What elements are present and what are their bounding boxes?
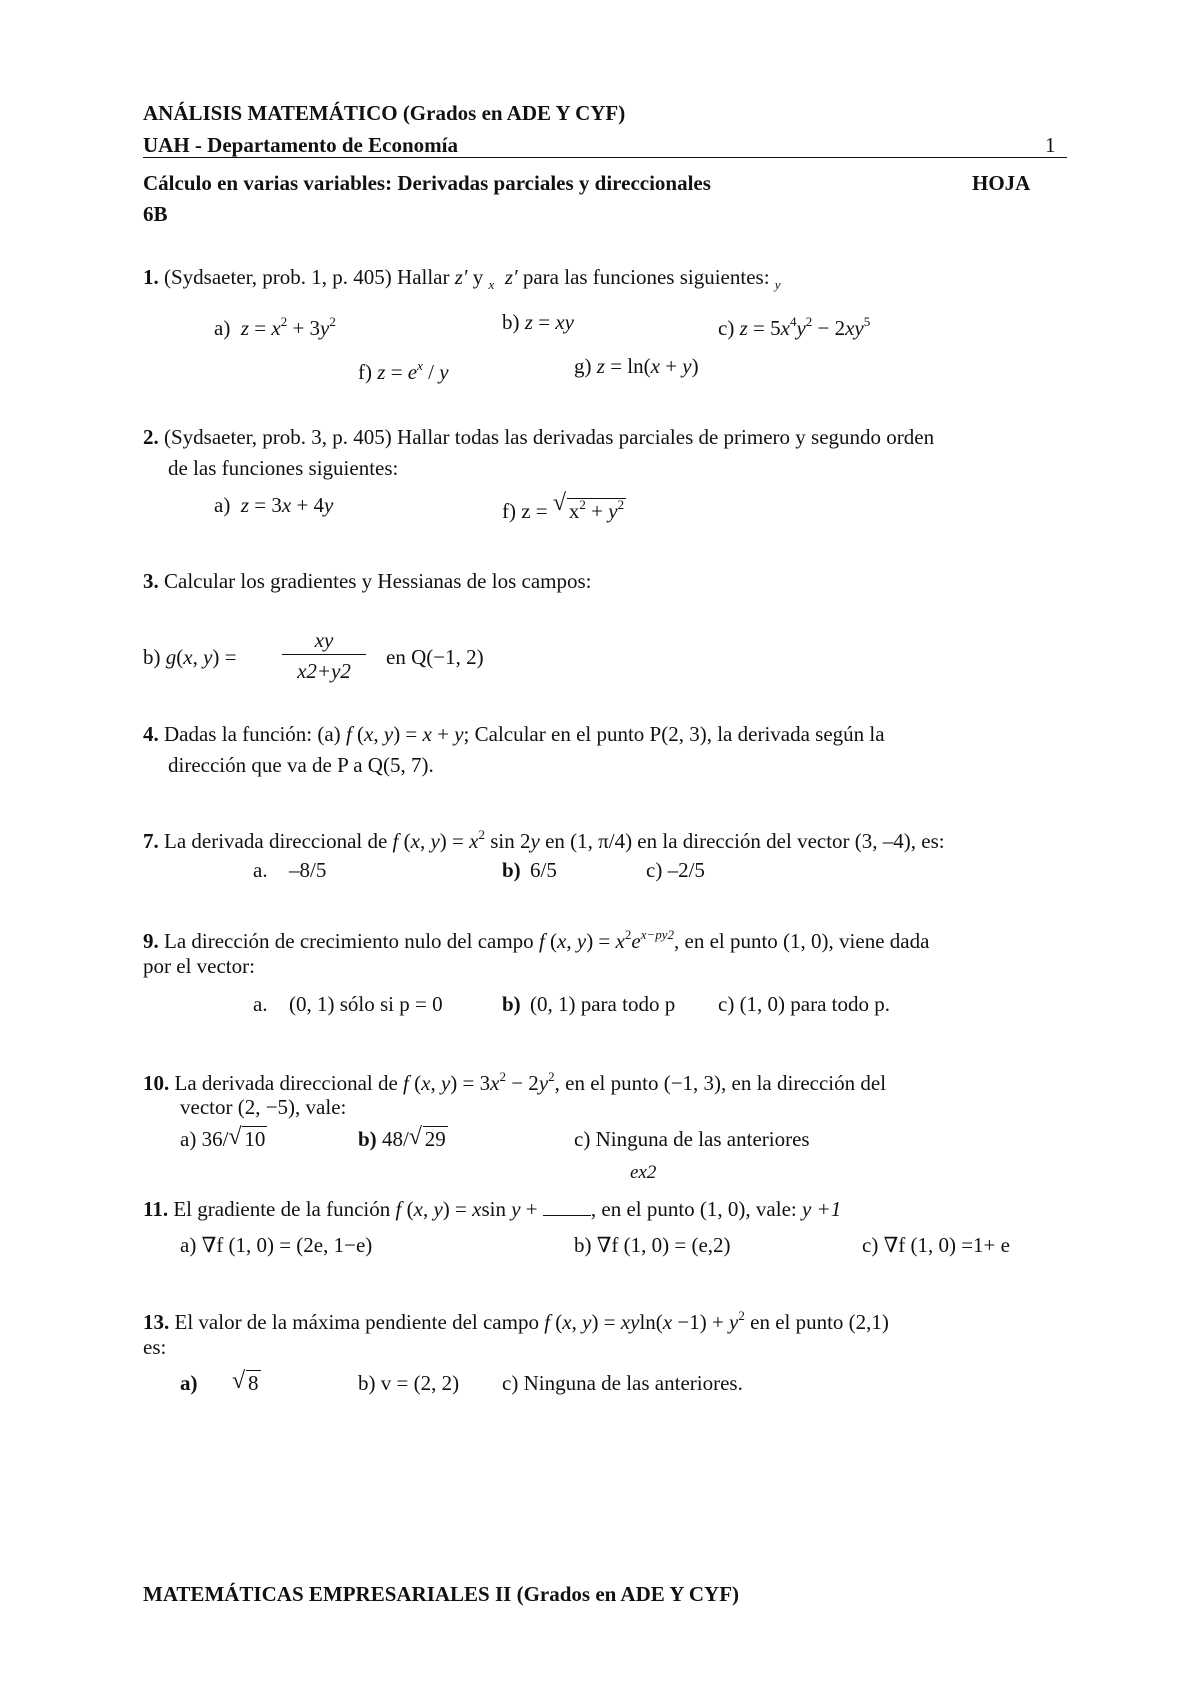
p13-option-a-label: a) (180, 1371, 198, 1395)
p9-option-b: (0, 1) para todo p (530, 992, 676, 1016)
p3-denominator: x2+y2 (297, 659, 351, 683)
problem-4: 4. Dadas la función: (a) f (x, y) = x + y; Calcular en el punto P(2, 3), la derivada según la (143, 722, 885, 746)
p11-option-a: a) ∇f (1, 0) = (2e, 1−e) (180, 1233, 373, 1257)
p3-numerator: xy (314, 628, 334, 652)
p3-fraction-bar (282, 654, 366, 655)
p11-frac-numerator: ex2 (630, 1162, 657, 1183)
p7-option-b-label: b) (502, 858, 521, 882)
p2-item-f: f) z = √ $x^2 + y^2$ (502, 492, 626, 524)
problem-13: 13. El valor de la máxima pendiente del campo f (x, $y) = xyln(x -1) + y^2$ en el punto (2,1) (143, 1308, 889, 1334)
problem-9-line2: por el vector: (143, 954, 255, 978)
p9-option-a-label: a. (253, 992, 268, 1016)
problem-2-line2: de las funciones siguientes: (168, 456, 399, 480)
problem-3: 3. Calcular los gradientes y Hessianas de los campos: (143, 569, 592, 593)
p13-option-c: c) Ninguna de las anteriores. (502, 1371, 743, 1395)
p1-item-f: f) $z = e^x / y$ (358, 358, 449, 384)
p1-item-b: b) z = xy (502, 310, 574, 334)
p3-point: en Q(−1, 2) (386, 645, 484, 669)
p7-option-a-label: a. (253, 858, 268, 882)
p9-option-a: (0, 1) sólo si p = 0 (289, 992, 443, 1016)
problem-11: 11. El gradiente de la función f (x, y) = xsin y + , en el punto (1, 0), vale: y +1 (143, 1197, 842, 1221)
footer-title: MATEMÁTICAS EMPRESARIALES II (Grados en ADE Y CYF) (143, 1582, 740, 1606)
p7-option-b: 6/5 (530, 858, 557, 882)
problem-10: 10. La derivada direccional de f (x, $y) = 3x^2 - 2y^2$, en el punto (−1, 3), en la dirección del (143, 1069, 887, 1095)
header-rule (143, 157, 1067, 158)
sheet-label: HOJA (972, 171, 1031, 195)
problem-9: 9. La dirección de crecimiento nulo del campo f (x, $y) = x^2e^{x-py2}$, en el punto (1, 0), viene dada (143, 927, 930, 953)
p3-item-b: b) g(x, y) = (143, 645, 237, 669)
page-number: 1 (1045, 133, 1056, 157)
department: UAH - Departamento de Economía (143, 133, 458, 157)
p1-item-a: a) $z = x^2 + 3y^2$ (214, 314, 336, 340)
sheet-number: 6B (143, 202, 168, 226)
p10-option-c: c) Ninguna de las anteriores (574, 1127, 810, 1151)
p9-option-c: c) (1, 0) para todo p. (718, 992, 891, 1016)
p11-option-c: c) ∇f (1, 0) =1+ e (862, 1233, 1010, 1257)
p7-option-c: c) –2/5 (646, 858, 705, 882)
p13-option-a: √ 8 (232, 1370, 261, 1396)
p10-option-a: a) 36/√ 10 (180, 1126, 267, 1152)
p11-option-b: b) ∇f (1, 0) = (e,2) (574, 1233, 731, 1257)
p7-option-a: –8/5 (289, 858, 327, 882)
problem-13-line2: es: (143, 1335, 167, 1359)
problem-7: 7. La derivada direccional de f (x, $y) = x^2$ sin 2y en (1, π/4) en la dirección del vector (3, –4), es: (143, 827, 945, 853)
p2-item-a: a) z = 3x + 4y (214, 493, 334, 517)
p13-option-b: b) v = (2, 2) (358, 1371, 460, 1395)
problem-number: 1. (143, 265, 159, 289)
problem-4-line2: dirección que va de P a Q(5, 7). (168, 753, 434, 777)
topic-title: Cálculo en varias variables: Derivadas parciales y direccionales (143, 171, 711, 195)
problem-2: 2. (Sydsaeter, prob. 3, p. 405) Hallar todas las derivadas parciales de primero y segundo orden (143, 425, 935, 449)
p1-item-c: c) $z = 5x^4y^2 - 2xy^5$ (718, 314, 871, 340)
p9-option-b-label: b) (502, 992, 521, 1016)
course-title: ANÁLISIS MATEMÁTICO (Grados en ADE Y CYF) (143, 101, 626, 125)
p1-item-g: g) z = ln(x + y) (574, 354, 699, 378)
p10-option-b: b) 48/√ 29 (358, 1126, 448, 1152)
problem-10-line2: vector (2, −5), vale: (180, 1095, 347, 1119)
problem-1: 1. (Sydsaeter, prob. 1, p. 405) Hallar z′ y $_x$ z′ para las funciones siguientes: $_y$ (143, 265, 781, 292)
